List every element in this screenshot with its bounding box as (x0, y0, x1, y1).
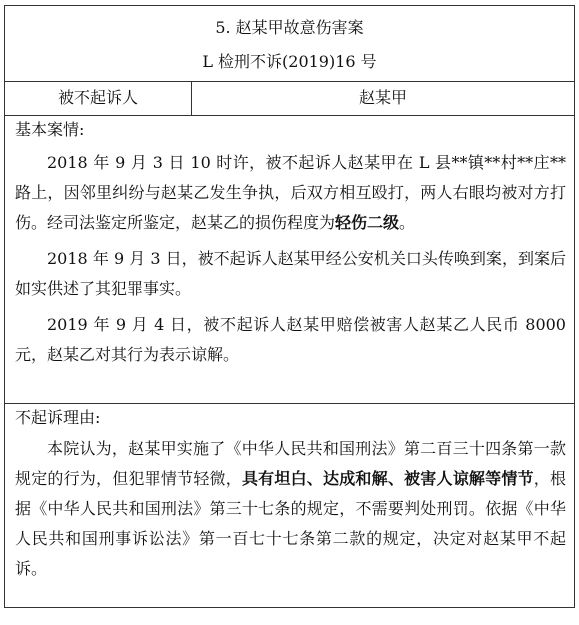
facts-p1-text: 2018 年 9 月 3 日 10 时许，被不起诉人赵某甲在 L 县**镇**村**庄**路上，因邻里纠纷与赵某乙发生争执，后双方相互殴打，两人右眼均被对方打伤。经司法鉴定所鉴定，赵某乙的损伤程度为 (15, 153, 566, 232)
mitigating-circumstances-emphasis: 具有坦白、达成和解、被害人谅解等情节 (241, 469, 534, 488)
reasons-heading: 不起诉理由: (15, 408, 101, 427)
party-name: 赵某甲 (192, 82, 575, 116)
facts-section (5, 116, 575, 404)
facts-paragraph-3: 2019 年 9 月 4 日，被不起诉人赵某甲赔偿被害人赵某乙人民币 8000 元，赵某乙对其行为表示谅解。 (15, 315, 566, 364)
reasons-section (5, 404, 575, 608)
injury-level-emphasis: 轻伤二级 (335, 213, 400, 232)
facts-p1-end: 。 (399, 213, 416, 232)
document-number: L 检刑不诉(2019)16 号 (202, 52, 377, 71)
facts-paragraph-2: 2018 年 9 月 3 日，被不起诉人赵某甲经公安机关口头传唤到案，到案后如实供述了其犯罪事实。 (15, 249, 566, 298)
facts-paragraph-1 (5, 148, 574, 238)
facts-heading: 基本案情: (15, 120, 85, 139)
reasons-p1-text: 本院认为，赵某甲实施了《中华人民共和国刑法》第二百三十四条第一款规定的行为，但犯罪情节轻微， (15, 439, 566, 488)
case-title: 5. 赵某甲故意伤害案 (215, 18, 364, 37)
reasons-p1-end: ，根据《中华人民共和国刑法》第三十七条的规定，不需要判处刑罚。依据《中华人民共和国刑事诉讼法》第一百七十七条第二款的规定，决定对赵某甲不起诉。 (15, 469, 566, 578)
title-cell (5, 6, 575, 82)
reasons-paragraph-1 (5, 434, 574, 584)
party-label: 被不起诉人 (5, 82, 192, 116)
case-table (4, 5, 575, 608)
